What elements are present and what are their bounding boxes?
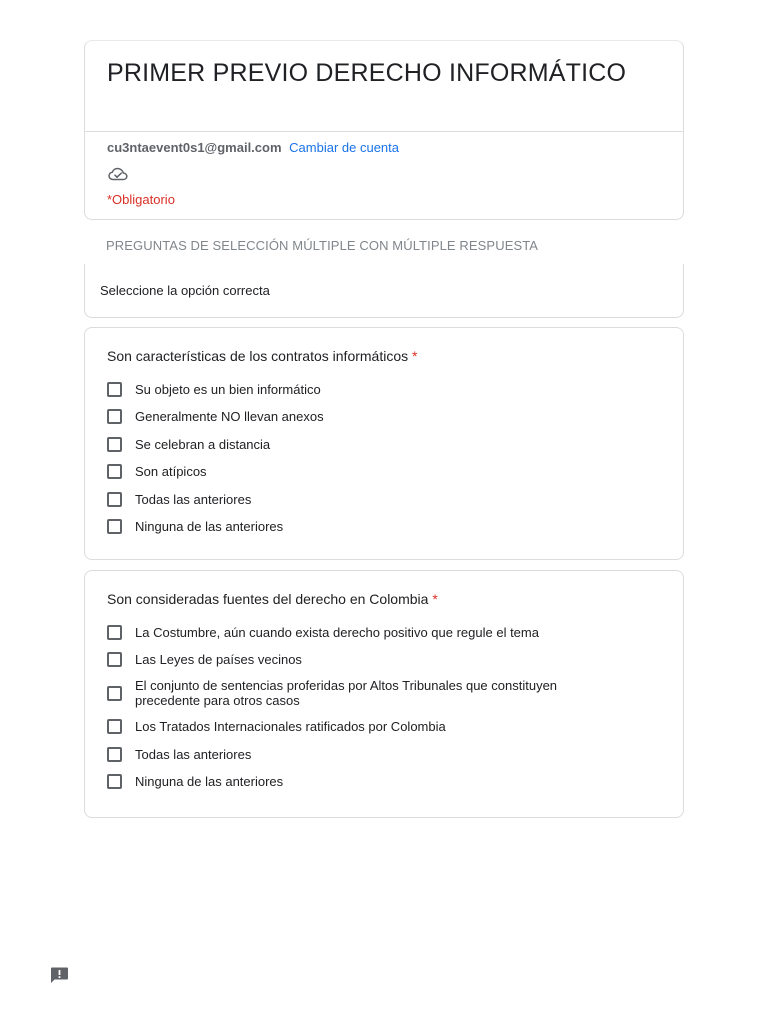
checkbox[interactable]	[107, 409, 122, 424]
header-divider	[85, 131, 683, 132]
checkbox-label: Todas las anteriores	[135, 491, 252, 507]
checkbox-option[interactable]	[107, 651, 647, 669]
required-asterisk: *	[432, 591, 438, 607]
checkbox-label: El conjunto de sentencias proferidas por Altos Tribunales que constituyen precedente para otros casos	[135, 678, 558, 708]
checkbox-label: Ninguna de las anteriores	[135, 774, 284, 789]
checkbox-label: Los Tratados Internacionales ratificados por Colombia	[135, 719, 446, 734]
checkbox-option[interactable]	[107, 718, 647, 736]
checkbox-label: Se celebran a distancia	[135, 436, 271, 452]
checkbox-option[interactable]	[107, 380, 647, 398]
checkbox[interactable]	[107, 719, 122, 734]
checkbox[interactable]	[107, 492, 122, 507]
checkbox-option[interactable]	[107, 745, 647, 763]
switch-account-link[interactable]: Cambiar de cuenta	[289, 140, 399, 155]
checkbox-option[interactable]	[107, 623, 647, 641]
checkbox-option[interactable]	[107, 463, 647, 481]
cloud-icon	[108, 166, 128, 182]
question-title	[107, 347, 417, 365]
checkbox-option[interactable]	[107, 518, 647, 536]
account-email: cu3ntaevent0s1@gmail.com	[107, 140, 282, 155]
section-title: PREGUNTAS DE SELECCIÓN MÚLTIPLE CON MÚLTIPLE RESPUESTA	[106, 238, 539, 253]
checkbox[interactable]	[107, 519, 122, 534]
checkbox[interactable]	[107, 774, 122, 789]
checkbox-label: Generalmente NO llevan anexos	[135, 409, 324, 424]
checkbox-option[interactable]	[107, 490, 647, 508]
account-row	[107, 140, 399, 156]
section-description-card	[84, 264, 684, 318]
form-title: PRIMER PREVIO DERECHO INFORMÁTICO	[107, 59, 627, 87]
feedback-icon[interactable]	[49, 966, 69, 984]
checkbox[interactable]	[107, 686, 122, 701]
checkbox-label: Son atípicos	[135, 464, 207, 479]
checkbox-option[interactable]	[107, 773, 647, 791]
section-description: Seleccione la opción correcta	[100, 283, 270, 298]
checkbox-label: Su objeto es un bien informático	[135, 381, 321, 397]
checkbox-label: La Costumbre, aún cuando exista derecho positivo que regule el tema	[135, 624, 539, 640]
form-header-card	[84, 40, 684, 220]
checkbox-group	[107, 623, 647, 800]
question-card	[84, 327, 684, 560]
question-title-text: Son consideradas fuentes del derecho en Colombia	[107, 591, 429, 607]
checkbox-group	[107, 380, 647, 545]
question-title	[107, 590, 438, 608]
checkbox[interactable]	[107, 747, 122, 762]
checkbox-option[interactable]	[107, 408, 647, 426]
checkbox-label: Las Leyes de países vecinos	[135, 652, 302, 667]
checkbox[interactable]	[107, 625, 122, 640]
question-card	[84, 570, 684, 818]
checkbox[interactable]	[107, 382, 122, 397]
question-title-text: Son características de los contratos informáticos	[107, 348, 409, 364]
checkbox-option[interactable]	[107, 435, 647, 453]
checkbox-label: Ninguna de las anteriores	[135, 519, 284, 534]
checkbox[interactable]	[107, 437, 122, 452]
required-asterisk: *	[412, 348, 418, 364]
checkbox-label: Todas las anteriores	[135, 746, 252, 762]
checkbox[interactable]	[107, 464, 122, 479]
checkbox[interactable]	[107, 652, 122, 667]
required-note: *Obligatorio	[107, 192, 175, 207]
checkbox-option[interactable]	[107, 678, 647, 708]
